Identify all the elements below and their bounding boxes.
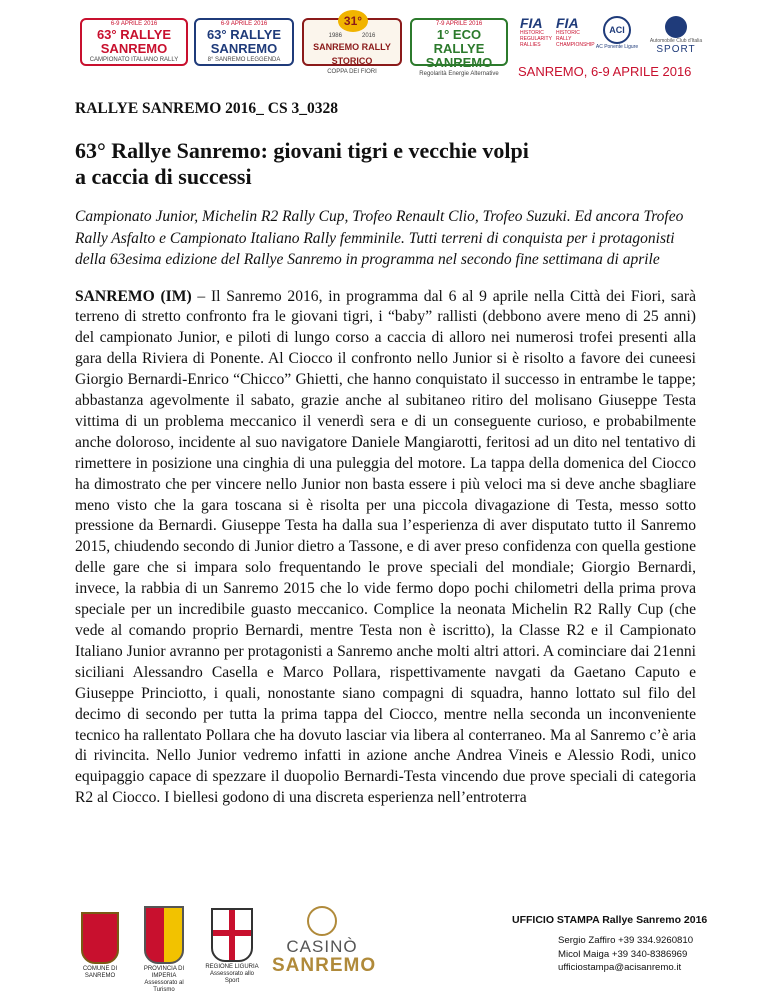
- subtitle: Campionato Junior, Michelin R2 Rally Cup, Trofeo Renault Clio, Trofeo Suzuki. Ed ancora Trofeo Rally Asfalto e Campionato Italiano Rally femminile. Tutti terreni di conquista per i protagonisti della 63esima edizione del Rallye Sanremo in programma nel secondo fine settimana di aprile: [75, 208, 684, 268]
- cross-shield-icon: [211, 908, 253, 962]
- comune-sanremo-logo: COMUNE DI SANREMO: [74, 912, 126, 980]
- logo-eco-rallye: 7-9 APRILE 2016 1° ECO RALLYE SANREMO Regolarità Energie Alternative: [410, 18, 508, 66]
- press-release: [75, 100, 696, 809]
- headline: 63° Rallye Sanremo: giovani tigri e vecchie volpi a caccia di successi: [75, 138, 529, 189]
- body-paragraph: – Il Sanremo 2016, in programma dal 6 al 9 aprile nella Città dei Fiori, sarà terreno di stretto confronto fra le giovani tigri, i “baby” rallisti (debbono avere meno di 25 anni) del campionato Junior, e piloti di lungo corso a caccia di alloro nei numerosi trofei presenti alla gara della Riviera di Ponente. Al Ciocco il confronto nello Junior si è risolto a favore dei cuneesi Giorgio Bernardi-Enrico “Chicco” Ghietti, che hanno conquistato il successo in entrambe le tappe; abbastanza agevolmente il sabato, grazie anche al subitaneo ritiro del molisano Giuseppe Testa vittima di un problema meccanico il venerdì sera e di un conseguente curioso, e probabilmente anche doloroso, incidente al suo navigatore Daniele Mangiarotti, feritosi ad un dito nel tentativo di rimettere in posizione una cinghia di una puleggia del motore. La tappa della domenica del Ciocco ha dimostrato che per vincere nello Junior non basta essere i più veloci ma si deve anche sbagliare meno visto che la gara toscana si è risolta per una piccola divagazione di Testa, messo sotto pressione da Bernardi. Giuseppe Testa ha dalla sua l’esperienza di aver disputato tutto il Sanremo 2015, chiudendo secondo di Junior dietro a Tassone, e di aver preso confidenza con quella gestione delle gare che si impara solo frequentando le prove speciali del mondiale; Giorgio Bernardi, invece, la rabbia di un Sanremo 2015 che lo vide fermo dopo pochi chilometri della prima prova speciale per un incredibile guasto meccanico. Complice la neonata Michelin R2 Rally Cup (che vede al comando proprio Bernardi, mentre Testa non è iscritto), la Classe R2 e il Campionato Italiano Junior avranno per protagonisti a Sanremo anche molti altri attori. A cominciare dai 21enni siciliani Alessandro Casella e Marco Pollara, rispettivamente navgati da Gaetano Caputo e Giuseppe Princiotto, i quali, nonostante siano compagni di squadra, hanno lottato sul filo del decimo di secondo per tutta la prima tappa del Ciocco, mentre nella seconda un inconveniente tecnico ha rallentato Pollara che ha dovuto lasciar via libera al conterraneo. Ma al Sanremo c’è aria di rivincita. Nello Junior vedremo infatti in azione anche Andrea Vineis e Alessio Rodi, unico equipaggio capace di spezzare il duopolio Bernardi-Testa vincendo due prove speciali di categoria R2 al Ciocco. I biellesi godono di una discreta esperienza nell’entroterra: [75, 287, 696, 807]
- provincia-imperia-logo: PROVINCIA DI IMPERIA Assessorato al Turismo: [133, 906, 195, 994]
- logo-sanremo-rally-storico: 31° 1986 2016 SANREMO RALLY STORICO COPPA DEI FIORI: [302, 18, 402, 66]
- press-office-contacts: UFFICIO STAMPA Rallye Sanremo 2016 Sergio Zaffiro +39 334.9260810 Micol Maiga +39 340-8386969 ufficiostampa@acisanremo.it: [512, 914, 712, 975]
- aci-ponente-ligure-logo: ACI AC Ponente Ligure: [594, 16, 640, 50]
- logo-rallye-sanremo: 6-9 APRILE 2016 63° RALLYE SANREMO CAMPIONATO ITALIANO RALLY: [80, 18, 188, 66]
- fia-historic-regularity-logo: FIA HISTORIC REGULARITY RALLIES: [520, 15, 552, 48]
- coat-of-arms-icon: [144, 906, 184, 964]
- dateline-lead: SANREMO (IM): [75, 287, 192, 305]
- press-email-link[interactable]: ufficiostampa@acisanremo.it: [558, 962, 682, 973]
- fia-historic-rally-logo: FIA HISTORIC RALLY CHAMPIONSHIP: [556, 15, 595, 48]
- logo-sanremo-leggenda: 6-9 APRILE 2016 63° RALLYE SANREMO 8° SANREMO LEGGENDA: [194, 18, 294, 66]
- coat-of-arms-icon: [81, 912, 119, 964]
- casino-sanremo-logo: CASINÒ SANREMO: [272, 906, 372, 976]
- release-code: RALLYE SANREMO 2016_ CS 3_0328: [75, 100, 338, 117]
- footer: [0, 900, 768, 994]
- event-dateline: SANREMO, 6-9 APRILE 2016: [518, 64, 692, 79]
- body-text: [75, 287, 696, 810]
- casino-emblem-icon: [307, 906, 337, 936]
- regione-liguria-logo: REGIONE LIGURIA Assessorato allo Sport: [204, 908, 260, 985]
- aci-sport-logo: Automobile Club d'Italia SPORT: [646, 16, 706, 55]
- aci-emblem-icon: [665, 16, 687, 38]
